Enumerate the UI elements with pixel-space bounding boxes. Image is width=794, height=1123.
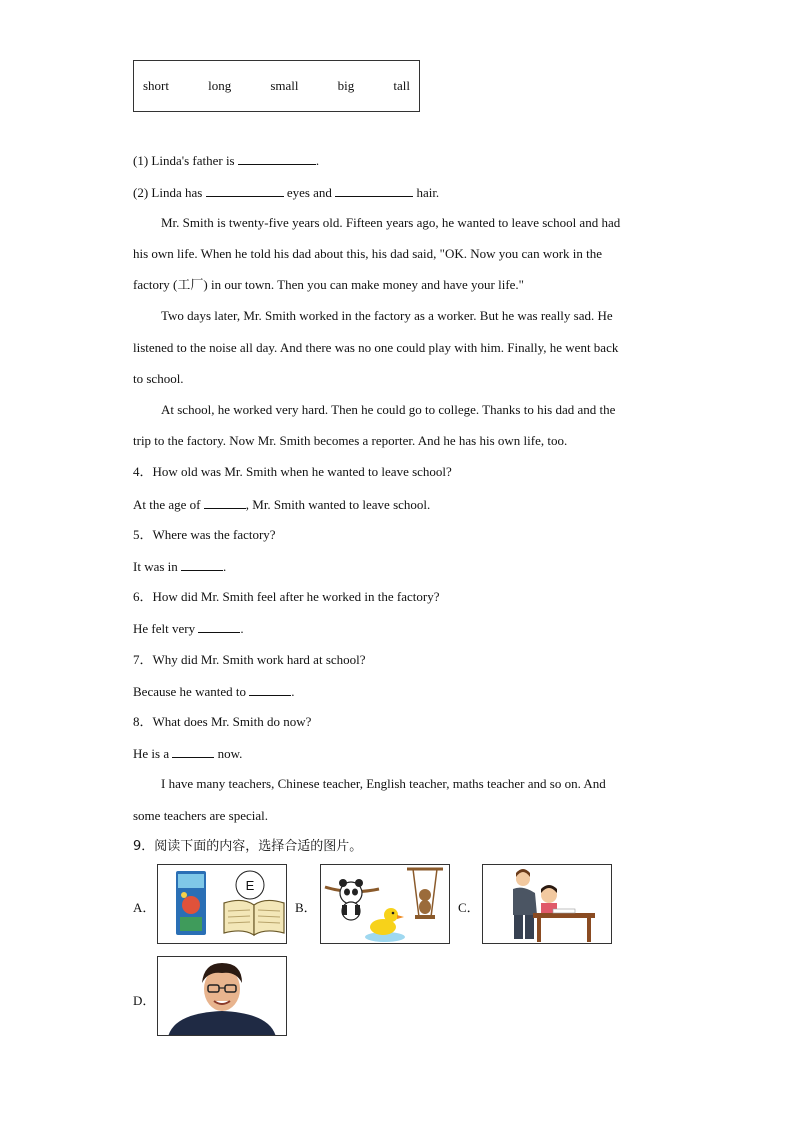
question-2 <box>133 184 439 201</box>
option-a-image[interactable] <box>157 864 287 944</box>
panda-icon <box>339 879 363 920</box>
word-bank-item: small <box>270 78 299 93</box>
passage-line: factory (工厂) in our town. Then you can make money and have your life." <box>133 277 524 292</box>
question-2-text: (2) Linda has <box>133 185 206 200</box>
answer-blank[interactable] <box>181 558 223 571</box>
answer-suffix: . <box>223 559 227 574</box>
portrait-photo-icon <box>168 963 276 1036</box>
word-bank-item: tall <box>393 78 410 93</box>
answer-blank[interactable] <box>198 620 240 633</box>
passage-line: listened to the noise all day. And there was no one could play with him. Finally, he went back <box>133 340 619 355</box>
word-bank-item: long <box>208 78 232 93</box>
question-7: 7．Why did Mr. Smith work hard at school? <box>133 652 366 667</box>
option-d-image[interactable] <box>157 956 287 1036</box>
question-1-text: (1) Linda's father is <box>133 153 238 168</box>
question-2-middle: eyes and <box>283 185 336 200</box>
question-6: 6．How did Mr. Smith feel after he worked in the factory? <box>133 589 440 604</box>
answer-blank[interactable] <box>249 683 291 696</box>
answer-8 <box>133 745 242 762</box>
answer-blank[interactable] <box>206 184 284 197</box>
open-book-icon <box>224 900 284 935</box>
answer-suffix: . <box>291 684 295 699</box>
option-c-label: C． <box>458 900 480 915</box>
duck-icon <box>365 908 405 942</box>
word-bank-box <box>133 60 420 112</box>
passage-line: some teachers are special. <box>133 808 268 823</box>
answer-blank[interactable] <box>335 184 413 197</box>
answer-suffix: . <box>240 621 244 636</box>
option-b-label: B． <box>295 900 317 915</box>
question-1-suffix: . <box>315 153 320 168</box>
passage-line: At school, he worked very hard. Then he could go to college. Thanks to his dad and the <box>161 402 616 417</box>
answer-5 <box>133 558 226 575</box>
word-bank-item: short <box>143 78 169 93</box>
answer-4 <box>133 496 430 513</box>
option-d-label: D． <box>133 993 156 1008</box>
answer-prefix: At the age of <box>133 497 204 512</box>
question-1 <box>133 152 319 169</box>
answer-suffix: , Mr. Smith wanted to leave school. <box>245 497 431 512</box>
answer-blank[interactable] <box>172 745 214 758</box>
letter-e-text: E <box>245 878 255 893</box>
passage-line: Mr. Smith is twenty-five years old. Fifteen years ago, he wanted to leave school and had <box>161 215 621 230</box>
option-c-image[interactable] <box>482 864 612 944</box>
answer-6 <box>133 620 244 637</box>
passage-line: Two days later, Mr. Smith worked in the factory as a worker. But he was really sad. He <box>161 308 613 323</box>
answer-suffix: now. <box>214 746 243 761</box>
passage-line: I have many teachers, Chinese teacher, English teacher, maths teacher and so on. And <box>161 776 606 791</box>
option-a-label: A． <box>133 900 156 915</box>
question-4: 4．How old was Mr. Smith when he wanted to leave school? <box>133 464 452 479</box>
question-5: 5．Where was the factory? <box>133 527 276 542</box>
answer-blank[interactable] <box>238 152 316 165</box>
question-8: 8．What does Mr. Smith do now? <box>133 714 312 729</box>
question-2-suffix: hair. <box>413 185 440 200</box>
teacher-helping-student-icon <box>513 869 595 942</box>
answer-prefix: He felt very <box>133 621 199 636</box>
passage-line: trip to the factory. Now Mr. Smith becomes a reporter. And he has his own life, too. <box>133 433 568 448</box>
question-9-prompt: 9．阅读下面的内容，选择合适的图片。 <box>133 839 363 854</box>
answer-blank[interactable] <box>204 496 246 509</box>
passage-line: to school. <box>133 371 184 386</box>
answer-prefix: He is a <box>133 746 173 761</box>
option-b-image[interactable] <box>320 864 450 944</box>
answer-7 <box>133 683 294 700</box>
passage-line: his own life. When he told his dad about this, his dad said, "OK. Now you can work in the <box>133 246 603 261</box>
answer-prefix: Because he wanted to <box>133 684 250 699</box>
word-bank-item: big <box>337 78 355 93</box>
answer-prefix: It was in <box>133 559 182 574</box>
monkey-on-swing-icon <box>407 869 443 919</box>
